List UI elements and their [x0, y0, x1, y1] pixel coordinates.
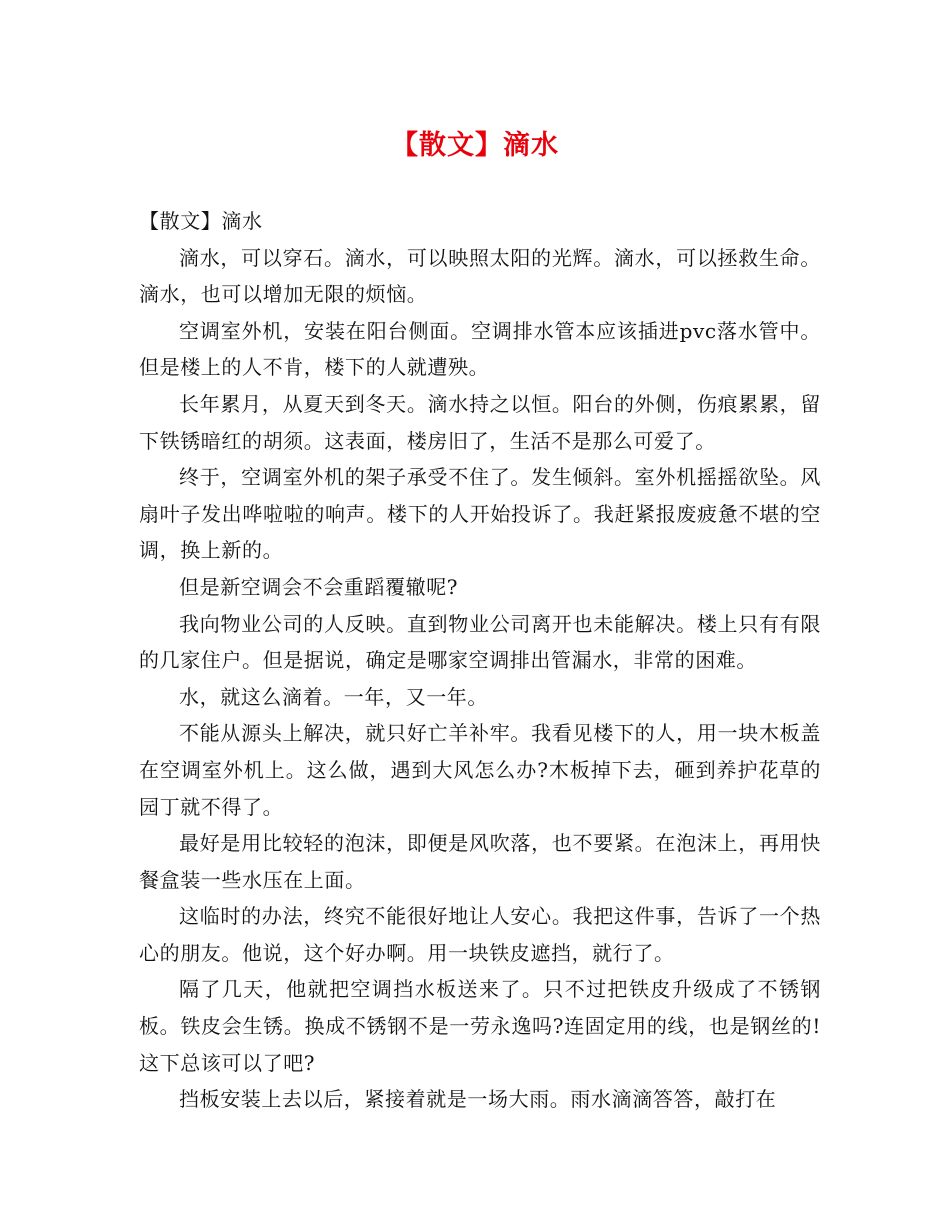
paragraph: 水，就这么滴着。一年，又一年。 [179, 684, 488, 709]
document-body [139, 203, 821, 1118]
document-title: 【散文】滴水 [391, 130, 559, 161]
paragraph: 挡板安装上去以后，紧接着就是一场大雨。雨水滴滴答答，敲打在 [179, 1087, 777, 1112]
paragraph-heading: 【散文】滴水 [139, 209, 263, 233]
paragraph: 空调室外机，安装在阳台侧面。空调排水管本应该插进pvc落水管中。但是楼上的人不肯，楼下的人就遭殃。 [139, 318, 821, 380]
paragraph: 这临时的办法，终究不能很好地让人安心。我把这件事，告诉了一个热心的朋友。他说，这个好办啊。用一块铁皮遮挡，就行了。 [139, 904, 821, 965]
paragraph: 长年累月，从夏天到冬天。滴水持之以恒。阳台的外侧，伤痕累累，留下铁锈暗红的胡须。这表面，楼房旧了，生活不是那么可爱了。 [139, 391, 821, 453]
paragraph: 但是新空调会不会重蹈覆辙呢? [179, 574, 459, 599]
paragraph: 滴水，可以穿石。滴水，可以映照太阳的光辉。滴水，可以拯救生命。滴水，也可以增加无限的烦恼。 [139, 245, 821, 307]
paragraph: 我向物业公司的人反映。直到物业公司离开也未能解决。楼上只有有限的几家住户。但是据说，确定是哪家空调排出管漏水，非常的困难。 [139, 611, 821, 673]
paragraph: 隔了几天，他就把空调挡水板送来了。只不过把铁皮升级成了不锈钢板。铁皮会生锈。换成不锈钢不是一劳永逸吗?连固定用的线，也是钢丝的!这下总该可以了吧? [139, 977, 821, 1075]
paragraph: 不能从源头上解决，就只好亡羊补牢。我看见楼下的人，用一块木板盖在空调室外机上。这么做，遇到大风怎么办?木板掉下去，砸到养护花草的园丁就不得了。 [139, 721, 821, 819]
paragraph: 终于，空调室外机的架子承受不住了。发生倾斜。室外机摇摇欲坠。风扇叶子发出哗啦啦的响声。楼下的人开始投诉了。我赶紧报废疲惫不堪的空调，换上新的。 [139, 465, 821, 563]
paragraph: 最好是用比较轻的泡沫，即便是风吹落，也不要紧。在泡沫上，再用快餐盒装一些水压在上面。 [139, 831, 821, 892]
